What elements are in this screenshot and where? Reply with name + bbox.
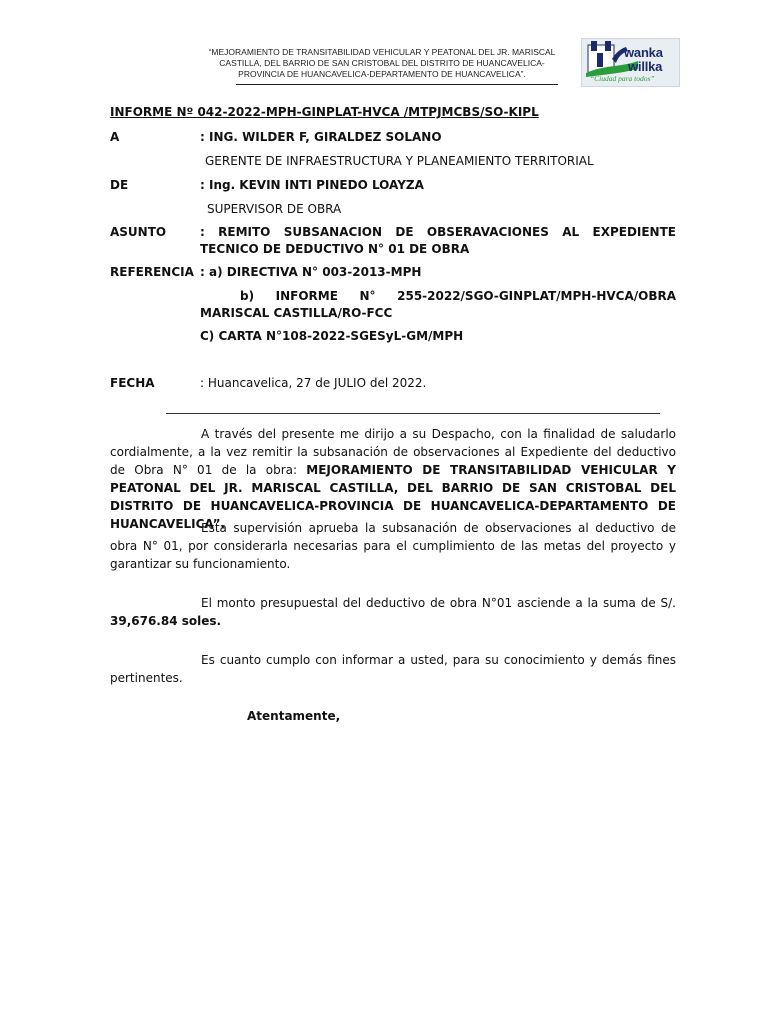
header-rule: [236, 84, 558, 85]
reference-label: REFERENCIA: [110, 265, 194, 279]
project-header-line-3: PROVINCIA DE HUANCAVELICA-DEPARTAMENTO DE HUANCAVELICA”.: [238, 69, 526, 79]
date-text: : Huancavelica, 27 de JULIO del 2022.: [200, 376, 427, 390]
body-paragraph-4: [110, 651, 676, 687]
paragraph-3-text: El monto presupuestal del deductivo de obra N°01 asciende a la suma de S/.: [201, 596, 676, 610]
from-name: : Ing. KEVIN INTI PINEDO LOAYZA: [200, 178, 424, 192]
subject-label: ASUNTO: [110, 225, 167, 239]
project-header-line-2: CASTILLA, DEL BARRIO DE SAN CRISTOBAL DEL DISTRITO DE HUANCAVELICA-: [219, 58, 545, 68]
paragraph-1-project-name: MEJORAMIENTO DE TRANSITABILIDAD VEHICULAR Y PEATONAL DEL JR. MARISCAL CASTILLA, DEL BARRIO DE SAN CRISTOBAL DEL DISTRITO DE HUANCAVELICA-PROVINCIA DE HUANCAVELICA-DEPARTAMENTO DE HUANCAVELICA”.: [110, 463, 676, 531]
separator-line: [166, 413, 660, 414]
logo-name-line-2: willka: [628, 59, 663, 74]
to-role: GERENTE DE INFRAESTRUCTURA Y PLANEAMIENTO TERRITORIAL: [205, 154, 594, 168]
date-label: FECHA: [110, 376, 155, 390]
reference-c: C) CARTA N°108-2022-SGESyL-GM/MPH: [200, 329, 464, 343]
body-paragraph-2: [110, 519, 676, 573]
logo-tagline: “Ciudad para todos”: [590, 74, 655, 83]
subject-text: : REMITO SUBSANACION DE OBSERAVACIONES AL EXPEDIENTE TECNICO DE DEDUCTIVO N° 01 DE OBRA: [200, 225, 676, 256]
logo-name-line-1: wanka: [624, 45, 663, 60]
reference-a: : a) DIRECTIVA N° 003-2013-MPH: [200, 265, 422, 279]
paragraph-1-text: A través del presente me dirijo a su Despacho, con la finalidad de saludarlo cordialmente, a la vez remitir la subsanación de observaciones al Expediente del deductivo de Obra N° 01 de la obra:: [110, 427, 676, 477]
from-role: SUPERVISOR DE OBRA: [207, 202, 342, 216]
body-paragraph-1: [110, 425, 676, 533]
paragraph-4-text: Es cuanto cumplo con informar a usted, para su conocimiento y demás fines pertinentes.: [110, 653, 676, 685]
project-header-line-1: “MEJORAMIENTO DE TRANSITABILIDAD VEHICULAR Y PEATONAL DEL JR. MARISCAL: [208, 47, 556, 57]
from-label: DE: [110, 178, 129, 192]
reference-b: b) INFORME N° 255-2022/SGO-GINPLAT/MPH-HVCA/OBRA MARISCAL CASTILLA/RO-FCC: [200, 289, 676, 320]
project-header: [200, 47, 564, 80]
report-number: INFORME Nº 042-2022-MPH-GINPLAT-HVCA /MTPJMCBS/SO-KIPL: [110, 105, 539, 119]
paragraph-2-text: Esta supervisión aprueba la subsanación de observaciones al deductivo de obra N° 01, por considerarla necesarias para el cumplimiento de las metas del proyecto y garantizar su funcionamiento.: [110, 521, 676, 571]
to-label: A: [110, 130, 120, 144]
budget-amount: 39,676.84 soles.: [110, 614, 222, 628]
to-name: : ING. WILDER F, GIRALDEZ SOLANO: [200, 130, 442, 144]
wanka-willka-logo: [581, 38, 680, 87]
body-paragraph-3: [110, 594, 676, 630]
closing-text: Atentamente,: [247, 709, 341, 723]
